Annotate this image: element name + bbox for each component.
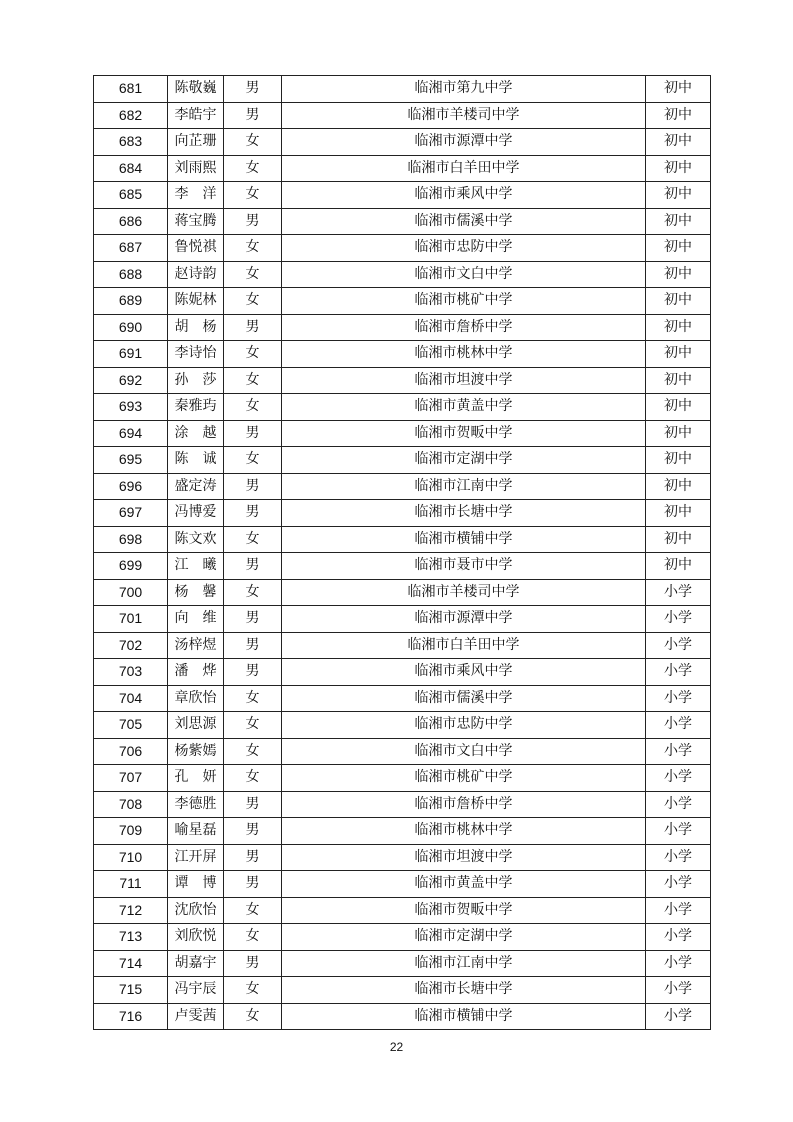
student-name-cell: 胡嘉宇: [168, 950, 224, 977]
row-number-cell: 686: [94, 208, 168, 235]
school-level-cell: 小学: [646, 738, 711, 765]
row-number-cell: 709: [94, 818, 168, 845]
student-name-cell: 杨紫嫣: [168, 738, 224, 765]
gender-cell: 女: [224, 712, 282, 739]
school-cell: 临湘市桃林中学: [282, 341, 646, 368]
school-level-cell: 初中: [646, 314, 711, 341]
school-cell: 临湘市贺畈中学: [282, 897, 646, 924]
table-row: [94, 208, 711, 235]
gender-cell: 男: [224, 791, 282, 818]
student-name-cell: 冯博爱: [168, 500, 224, 527]
school-cell: 临湘市儒溪中学: [282, 685, 646, 712]
table-row: [94, 632, 711, 659]
table-row: [94, 818, 711, 845]
school-cell: 临湘市定湖中学: [282, 924, 646, 951]
school-level-cell: 初中: [646, 182, 711, 209]
table-row: [94, 897, 711, 924]
school-cell: 临湘市文白中学: [282, 738, 646, 765]
gender-cell: 女: [224, 897, 282, 924]
row-number-cell: 697: [94, 500, 168, 527]
gender-cell: 女: [224, 261, 282, 288]
student-name-cell: 杨 馨: [168, 579, 224, 606]
student-name-cell: 秦雅玙: [168, 394, 224, 421]
table-row: [94, 288, 711, 315]
school-level-cell: 初中: [646, 500, 711, 527]
gender-cell: 女: [224, 447, 282, 474]
school-level-cell: 初中: [646, 76, 711, 103]
row-number-cell: 687: [94, 235, 168, 262]
gender-cell: 女: [224, 182, 282, 209]
student-name-cell: 盛定涛: [168, 473, 224, 500]
table-row: [94, 712, 711, 739]
school-cell: 临湘市源潭中学: [282, 606, 646, 633]
table-row: [94, 924, 711, 951]
school-cell: 临湘市忠防中学: [282, 235, 646, 262]
row-number-cell: 688: [94, 261, 168, 288]
gender-cell: 女: [224, 235, 282, 262]
school-cell: 临湘市乘风中学: [282, 659, 646, 686]
school-level-cell: 初中: [646, 102, 711, 129]
student-name-cell: 陈敬巍: [168, 76, 224, 103]
school-cell: 临湘市长塘中学: [282, 977, 646, 1004]
student-name-cell: 孙 莎: [168, 367, 224, 394]
school-level-cell: 小学: [646, 950, 711, 977]
school-cell: 临湘市桃矿中学: [282, 288, 646, 315]
table-row: [94, 341, 711, 368]
school-cell: 临湘市第九中学: [282, 76, 646, 103]
table-row: [94, 394, 711, 421]
table-row: [94, 738, 711, 765]
school-level-cell: 初中: [646, 288, 711, 315]
school-level-cell: 小学: [646, 791, 711, 818]
school-cell: 临湘市江南中学: [282, 473, 646, 500]
row-number-cell: 694: [94, 420, 168, 447]
school-cell: 临湘市儒溪中学: [282, 208, 646, 235]
row-number-cell: 681: [94, 76, 168, 103]
school-level-cell: 小学: [646, 606, 711, 633]
school-cell: 临湘市贺畈中学: [282, 420, 646, 447]
row-number-cell: 698: [94, 526, 168, 553]
row-number-cell: 682: [94, 102, 168, 129]
table-row: [94, 791, 711, 818]
school-cell: 临湘市源潭中学: [282, 129, 646, 156]
student-name-cell: 冯宇辰: [168, 977, 224, 1004]
gender-cell: 女: [224, 367, 282, 394]
school-level-cell: 小学: [646, 818, 711, 845]
student-name-cell: 向 维: [168, 606, 224, 633]
student-name-cell: 赵诗韵: [168, 261, 224, 288]
school-level-cell: 小学: [646, 579, 711, 606]
table-row: [94, 129, 711, 156]
student-name-cell: 谭 博: [168, 871, 224, 898]
gender-cell: 男: [224, 102, 282, 129]
table-row: [94, 102, 711, 129]
student-name-cell: 李 洋: [168, 182, 224, 209]
school-cell: 临湘市长塘中学: [282, 500, 646, 527]
gender-cell: 男: [224, 871, 282, 898]
row-number-cell: 702: [94, 632, 168, 659]
row-number-cell: 716: [94, 1003, 168, 1030]
student-name-cell: 孔 妍: [168, 765, 224, 792]
school-level-cell: 初中: [646, 473, 711, 500]
school-level-cell: 初中: [646, 235, 711, 262]
gender-cell: 男: [224, 950, 282, 977]
row-number-cell: 683: [94, 129, 168, 156]
school-level-cell: 小学: [646, 659, 711, 686]
table-row: [94, 1003, 711, 1030]
gender-cell: 女: [224, 977, 282, 1004]
gender-cell: 女: [224, 924, 282, 951]
row-number-cell: 701: [94, 606, 168, 633]
row-number-cell: 712: [94, 897, 168, 924]
table-row: [94, 473, 711, 500]
table-row: [94, 977, 711, 1004]
gender-cell: 女: [224, 394, 282, 421]
row-number-cell: 710: [94, 844, 168, 871]
student-name-cell: 李诗怡: [168, 341, 224, 368]
school-level-cell: 小学: [646, 712, 711, 739]
school-level-cell: 小学: [646, 977, 711, 1004]
row-number-cell: 708: [94, 791, 168, 818]
student-name-cell: 陈 诚: [168, 447, 224, 474]
row-number-cell: 707: [94, 765, 168, 792]
table-row: [94, 553, 711, 580]
roster-table: [93, 75, 711, 1030]
school-cell: 临湘市黄盖中学: [282, 871, 646, 898]
student-name-cell: 潘 烨: [168, 659, 224, 686]
school-cell: 临湘市白羊田中学: [282, 155, 646, 182]
student-name-cell: 鲁悦祺: [168, 235, 224, 262]
table-row: [94, 447, 711, 474]
school-cell: 临湘市定湖中学: [282, 447, 646, 474]
table-row: [94, 579, 711, 606]
gender-cell: 女: [224, 129, 282, 156]
table-row: [94, 844, 711, 871]
school-level-cell: 小学: [646, 924, 711, 951]
page-number: 22: [389, 1040, 404, 1054]
student-name-cell: 向芷珊: [168, 129, 224, 156]
gender-cell: 男: [224, 208, 282, 235]
school-cell: 临湘市桃林中学: [282, 818, 646, 845]
gender-cell: 女: [224, 526, 282, 553]
table-row: [94, 659, 711, 686]
table-row: [94, 765, 711, 792]
row-number-cell: 699: [94, 553, 168, 580]
gender-cell: 男: [224, 818, 282, 845]
student-name-cell: 喻星磊: [168, 818, 224, 845]
table-row: [94, 182, 711, 209]
table-row: [94, 76, 711, 103]
student-name-cell: 胡 杨: [168, 314, 224, 341]
school-level-cell: 小学: [646, 897, 711, 924]
row-number-cell: 684: [94, 155, 168, 182]
student-name-cell: 陈文欢: [168, 526, 224, 553]
student-name-cell: 刘雨熙: [168, 155, 224, 182]
gender-cell: 男: [224, 473, 282, 500]
table-row: [94, 606, 711, 633]
school-level-cell: 小学: [646, 871, 711, 898]
school-level-cell: 初中: [646, 261, 711, 288]
student-name-cell: 蒋宝腾: [168, 208, 224, 235]
row-number-cell: 685: [94, 182, 168, 209]
school-cell: 临湘市乘风中学: [282, 182, 646, 209]
school-level-cell: 初中: [646, 394, 711, 421]
school-level-cell: 初中: [646, 553, 711, 580]
student-name-cell: 沈欣怡: [168, 897, 224, 924]
school-cell: 临湘市横铺中学: [282, 526, 646, 553]
school-cell: 临湘市羊楼司中学: [282, 579, 646, 606]
table-row: [94, 526, 711, 553]
gender-cell: 男: [224, 632, 282, 659]
gender-cell: 女: [224, 579, 282, 606]
table-row: [94, 155, 711, 182]
student-name-cell: 江 曦: [168, 553, 224, 580]
row-number-cell: 711: [94, 871, 168, 898]
row-number-cell: 696: [94, 473, 168, 500]
student-name-cell: 李皓宇: [168, 102, 224, 129]
row-number-cell: 715: [94, 977, 168, 1004]
school-level-cell: 小学: [646, 1003, 711, 1030]
school-level-cell: 初中: [646, 447, 711, 474]
row-number-cell: 689: [94, 288, 168, 315]
table-row: [94, 950, 711, 977]
school-level-cell: 初中: [646, 526, 711, 553]
gender-cell: 女: [224, 765, 282, 792]
table-row: [94, 367, 711, 394]
student-name-cell: 汤梓煜: [168, 632, 224, 659]
school-cell: 临湘市桃矿中学: [282, 765, 646, 792]
table-row: [94, 420, 711, 447]
row-number-cell: 700: [94, 579, 168, 606]
school-cell: 临湘市黄盖中学: [282, 394, 646, 421]
student-name-cell: 章欣怡: [168, 685, 224, 712]
row-number-cell: 713: [94, 924, 168, 951]
table-row: [94, 314, 711, 341]
row-number-cell: 714: [94, 950, 168, 977]
table-row: [94, 261, 711, 288]
school-level-cell: 初中: [646, 367, 711, 394]
student-name-cell: 李德胜: [168, 791, 224, 818]
school-level-cell: 初中: [646, 129, 711, 156]
row-number-cell: 705: [94, 712, 168, 739]
school-level-cell: 小学: [646, 685, 711, 712]
table-row: [94, 500, 711, 527]
school-cell: 临湘市坦渡中学: [282, 844, 646, 871]
school-level-cell: 小学: [646, 632, 711, 659]
gender-cell: 女: [224, 685, 282, 712]
school-cell: 临湘市坦渡中学: [282, 367, 646, 394]
school-cell: 临湘市詹桥中学: [282, 791, 646, 818]
student-name-cell: 江开屏: [168, 844, 224, 871]
gender-cell: 女: [224, 341, 282, 368]
school-cell: 临湘市白羊田中学: [282, 632, 646, 659]
school-level-cell: 初中: [646, 341, 711, 368]
school-cell: 临湘市羊楼司中学: [282, 102, 646, 129]
gender-cell: 女: [224, 738, 282, 765]
school-level-cell: 初中: [646, 155, 711, 182]
gender-cell: 男: [224, 76, 282, 103]
school-level-cell: 小学: [646, 765, 711, 792]
table-row: [94, 235, 711, 262]
table-row: [94, 871, 711, 898]
student-name-cell: 刘欣悦: [168, 924, 224, 951]
gender-cell: 男: [224, 844, 282, 871]
school-cell: 临湘市詹桥中学: [282, 314, 646, 341]
row-number-cell: 693: [94, 394, 168, 421]
gender-cell: 女: [224, 288, 282, 315]
school-cell: 临湘市聂市中学: [282, 553, 646, 580]
student-name-cell: 涂 越: [168, 420, 224, 447]
roster-body: [94, 76, 711, 1030]
gender-cell: 男: [224, 659, 282, 686]
student-name-cell: 卢雯茜: [168, 1003, 224, 1030]
row-number-cell: 704: [94, 685, 168, 712]
row-number-cell: 695: [94, 447, 168, 474]
school-cell: 临湘市江南中学: [282, 950, 646, 977]
gender-cell: 男: [224, 314, 282, 341]
gender-cell: 男: [224, 500, 282, 527]
student-name-cell: 刘思源: [168, 712, 224, 739]
gender-cell: 女: [224, 155, 282, 182]
school-cell: 临湘市横铺中学: [282, 1003, 646, 1030]
gender-cell: 男: [224, 420, 282, 447]
gender-cell: 男: [224, 606, 282, 633]
school-level-cell: 初中: [646, 208, 711, 235]
school-level-cell: 初中: [646, 420, 711, 447]
school-level-cell: 小学: [646, 844, 711, 871]
row-number-cell: 690: [94, 314, 168, 341]
student-name-cell: 陈妮林: [168, 288, 224, 315]
row-number-cell: 706: [94, 738, 168, 765]
gender-cell: 男: [224, 553, 282, 580]
table-row: [94, 685, 711, 712]
row-number-cell: 703: [94, 659, 168, 686]
row-number-cell: 692: [94, 367, 168, 394]
school-cell: 临湘市文白中学: [282, 261, 646, 288]
gender-cell: 女: [224, 1003, 282, 1030]
row-number-cell: 691: [94, 341, 168, 368]
school-cell: 临湘市忠防中学: [282, 712, 646, 739]
